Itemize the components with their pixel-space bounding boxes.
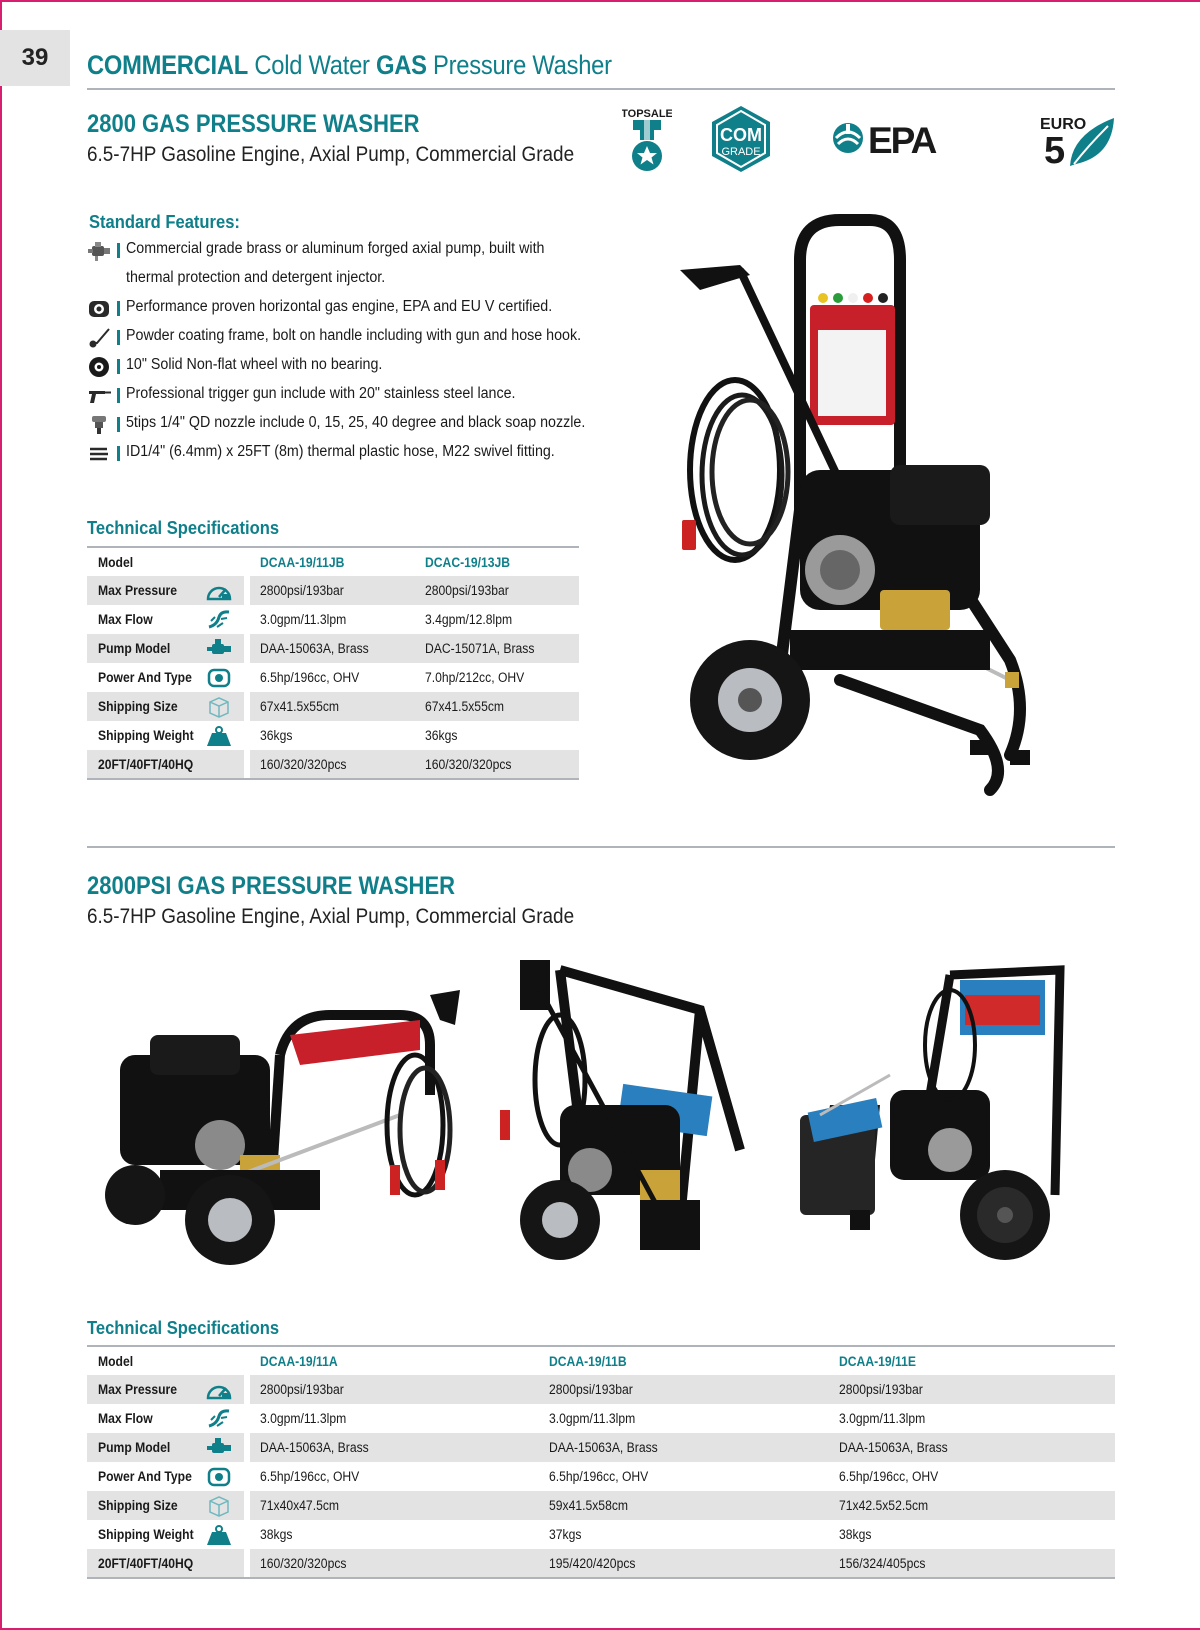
table-row: Shipping Size 67x41.5x55cm 67x41.5x55cm [87,692,579,721]
svg-text:COM: COM [720,125,762,145]
model-name: DCAA-19/11E [829,1346,1115,1375]
pressure-washer-image-3 [500,950,770,1275]
trigger-gun-icon [87,385,111,407]
euro5-badge [1038,112,1118,170]
engine-icon [204,666,234,690]
table-row: Pump Model DAA-15063A, Brass DAA-15063A, Brass DAA-15063A, Brass [87,1433,1115,1462]
model-label: Model [87,1346,204,1375]
weight-icon [204,1523,234,1547]
spec-title-1: Technical Specifications [87,518,280,538]
table-row: Max Pressure 2800psi/193bar 2800psi/193bar 2800psi/193bar [87,1375,1115,1404]
features-list [87,240,647,472]
pressure-washer-image-1 [680,210,1100,810]
pump-icon [204,637,234,661]
page-number: 39 [0,30,70,86]
svg-text:EURO: EURO [1040,116,1087,133]
feature-text: Commercial grade brass or aluminum forged axial pump, built with thermal protection and detergent injector. [126,240,545,286]
svg-text:5: 5 [1044,130,1066,170]
model-name: DCAA-19/11JB [250,547,415,576]
table-row: 20FT/40FT/40HQ 160/320/320pcs 160/320/320pcs [87,750,579,779]
pump-icon [87,240,111,262]
page-header [87,50,1115,90]
feature-text: Performance proven horizontal gas engine, EPA and EU V certified. [126,298,553,315]
gauge-icon [204,579,234,603]
table-header-row [87,1346,1115,1375]
engine-icon [87,298,111,320]
leaf-icon [1038,112,1118,170]
epa-logo-icon [832,118,942,162]
table-row: Shipping Weight 36kgs 36kgs [87,721,579,750]
feature-text: ID1/4" (6.4mm) x 25FT (8m) thermal plastic hose, M22 swivel fitting. [126,443,555,460]
gauge-icon [204,1378,234,1402]
hose-icon [87,443,111,465]
spec-table-1 [87,546,579,780]
certification-badges [600,104,1120,174]
feature-text: Powder coating frame, bolt on handle including with gun and hose hook. [126,327,582,344]
svg-text:GRADE: GRADE [721,146,761,158]
frame-icon [87,327,111,349]
pressure-washer-icon [800,955,1075,1280]
table-row: Shipping Size 71x40x47.5cm 59x41.5x58cm 71x42.5x52.5cm [87,1491,1115,1520]
water-flow-icon [204,1407,234,1431]
pressure-washer-icon [100,975,470,1280]
feature-item [87,240,647,298]
model-name: DCAA-19/11B [539,1346,828,1375]
hexagon-badge-icon [708,104,774,174]
feature-item [87,443,647,472]
section2-title: 2800PSI GAS PRESSURE WASHER [87,872,456,900]
pressure-washer-icon [500,950,770,1275]
model-name: DCAC-19/13JB [415,547,579,576]
pressure-washer-image-2 [100,975,470,1280]
svg-text:EPA: EPA [868,120,936,161]
feature-text: Professional trigger gun include with 20" stainless steel lance. [126,385,516,402]
topsale-text: TOPSALE [622,108,672,120]
com-grade-badge [708,104,774,174]
spec-table-2 [87,1345,1115,1579]
box-icon [204,1494,234,1518]
nozzle-icon [87,414,111,436]
topsale-badge [622,106,672,174]
section2-subtitle: 6.5-7HP Gasoline Engine, Axial Pump, Commercial Grade [87,905,575,928]
table-header-row [87,547,579,576]
table-row: Max Flow 3.0gpm/11.3lpm 3.0gpm/11.3lpm 3.0gpm/11.3lpm [87,1404,1115,1433]
feature-text: 5tips 1/4" QD nozzle include 0, 15, 25, 40 degree and black soap nozzle. [126,414,586,431]
table-row: Power And Type 6.5hp/196cc, OHV 7.0hp/212cc, OHV [87,663,579,692]
wheel-icon [87,356,111,378]
table-row: Pump Model DAA-15063A, Brass DAC-15071A, Brass [87,634,579,663]
epa-badge [832,118,942,162]
model-label: Model [87,547,204,576]
engine-icon [204,1465,234,1489]
weight-icon [204,724,234,748]
model-name: DCAA-19/11A [250,1346,539,1375]
page-title: COMMERCIAL Cold Water GAS Pressure Washer [87,50,612,80]
water-flow-icon [204,608,234,632]
box-icon [204,695,234,719]
features-title: Standard Features: [89,212,240,232]
table-row: Shipping Weight 38kgs 37kgs 38kgs [87,1520,1115,1549]
pump-icon [204,1436,234,1460]
table-row: 20FT/40FT/40HQ 160/320/320pcs 195/420/420pcs 156/324/405pcs [87,1549,1115,1578]
medal-icon [622,106,672,174]
section1-subtitle: 6.5-7HP Gasoline Engine, Axial Pump, Commercial Grade [87,143,575,166]
feature-text: 10" Solid Non-flat wheel with no bearing. [126,356,383,373]
table-row: Power And Type 6.5hp/196cc, OHV 6.5hp/196cc, OHV 6.5hp/196cc, OHV [87,1462,1115,1491]
section-divider [87,846,1115,848]
pressure-washer-icon [680,210,1100,810]
table-row: Max Flow 3.0gpm/11.3lpm 3.4gpm/12.8lpm [87,605,579,634]
table-row: Max Pressure 2800psi/193bar 2800psi/193bar [87,576,579,605]
spec-title-2: Technical Specifications [87,1318,280,1338]
section1-title: 2800 GAS PRESSURE WASHER [87,110,420,138]
pressure-washer-image-4 [800,955,1075,1280]
